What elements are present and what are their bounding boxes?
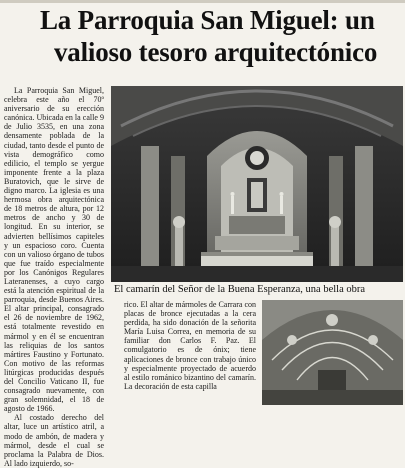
article-column-left: [4, 86, 104, 468]
article-paragraph: Al costado derecho del altar, luce un artístico atril, a modo de ambón, de madera y mármol, desde el cual se proclama la Palabra de Dios. Al lado izquierdo, so-: [4, 413, 104, 468]
article-paragraph: La Parroquia San Miguel, celebra este año el 70º aniversario de su erección canónica. Ubicada en la calle 9 de Julio 3535, en una zona densamente poblada de la ciudad, tanto desde el punto de vista demográfico como edilicio, el templo se yergue imponente frente a la plaza Buratovich, que le sirve de digno marco. La iglesia es una hermosa obra arquitectónica de 18 metros de altura, por 12 metros de ancho y 30 de longitud. En su interior, se advierten bellísimos capiteles y un espacioso coro. Cuenta con un valioso órgano de tubos que fue traído especialmente por los Canónigos Regulares Lateranenses, a cuyo cargo está la atención espiritual de la parroquia, desde Buenos Aires. El altar principal, consagrado el 26 de noviembre de 1962, está totalmente revestido en mármol y en él se encuentran las reliquias de los santos mártires Faustino y Fortunato. Con motivo de las reformas litúrgicas producidas después del Concilio Vaticano II, fue consagrado nuevamente, con gran solemnidad, el 18 de agosto de 1966.: [4, 86, 104, 414]
church-altar-photo: [111, 86, 403, 282]
photo-caption: El camarín del Señor de la Buena Esperanza, una bella obra: [114, 284, 366, 295]
vaulted-ceiling-illustration: [262, 300, 403, 405]
altar-illustration: [111, 86, 403, 282]
article-paragraph: rico. El altar de mármoles de Carrara con placas de bronce ejecutadas a la cera perdida, ha sido donación de la señorita María Luisa Correa, en memoria de su familiar don Carlos F. Paz. El comulgatorio es de ónix; tiene aplicaciones de bronce con trabajo único y especialmente proyectado de acuerdo al estilo románico bizantino del camarín. La decoración de esta capilla: [124, 300, 256, 391]
page-edge: [0, 0, 405, 3]
nave-photo: [262, 300, 403, 405]
headline: [0, 4, 405, 68]
headline-line-1: La Parroquia San Miguel: un: [40, 5, 375, 35]
headline-line-2: valioso tesoro arquitectónico: [54, 37, 378, 67]
article-column-middle: [124, 300, 256, 405]
